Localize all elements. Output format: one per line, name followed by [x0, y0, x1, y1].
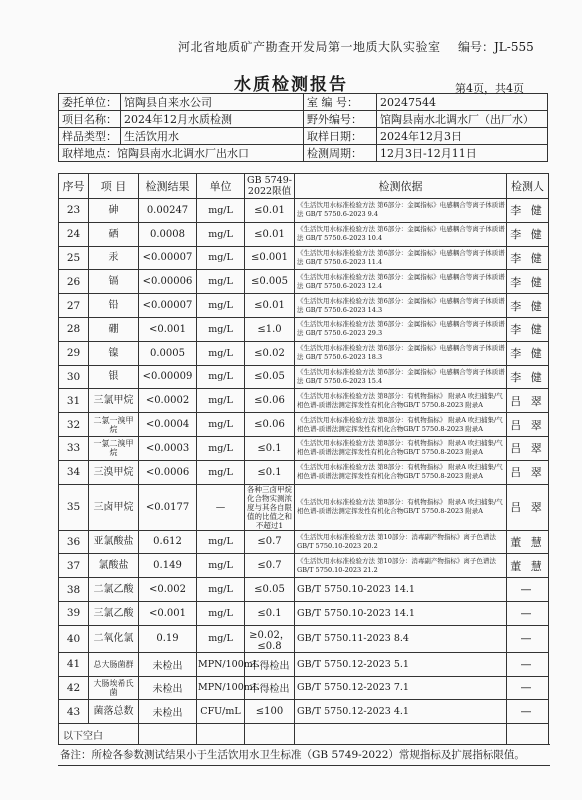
cell-person: 李 健 — [507, 365, 549, 389]
client-label: 委托单位： — [59, 94, 121, 111]
cell-unit: mg/L — [197, 601, 245, 625]
type-label: 样品类型： — [59, 128, 121, 145]
field-value: 馆陶县南水北调水厂（出厂水） — [377, 111, 548, 128]
cell-result: 0.149 — [139, 554, 197, 578]
site-value: 馆陶县南水北调水厂出水口 — [117, 147, 249, 160]
cell-person: — — [507, 700, 549, 724]
cell-limit: ≤100 — [245, 700, 295, 724]
cell-item: 二氯乙酸 — [89, 578, 139, 602]
cell-unit: mg/L — [197, 413, 245, 437]
cell-basis: 《生活饮用水标准检验方法 第6部分：金属指标》电感耦合等离子体质谱法 GB/T 5750.6-2023 12.4 — [295, 270, 507, 294]
cell-item: 氯酸盐 — [89, 554, 139, 578]
cell-unit: mg/L — [197, 554, 245, 578]
client-value: 馆陶县自来水公司 — [121, 94, 304, 111]
cell-limit: ≤0.005 — [245, 270, 295, 294]
cell-limit: ≤0.05 — [245, 365, 295, 389]
cell-item: 总大肠菌群 — [89, 652, 139, 676]
cell-item: 二氧化氯 — [89, 625, 139, 652]
table-row — [59, 413, 549, 437]
table-row — [59, 222, 549, 246]
cell-result: <0.002 — [139, 578, 197, 602]
table-row — [59, 625, 549, 652]
cell-unit: mg/L — [197, 341, 245, 365]
cell-unit: mg/L — [197, 530, 245, 554]
cell-unit: mg/L — [197, 294, 245, 318]
room-label: 室 编 号： — [304, 94, 377, 111]
empty-cell — [139, 724, 197, 745]
cell-basis: 《生活饮用水标准检验方法 第6部分：金属指标》电感耦合等离子体质谱法 GB/T 5750.6-2023 9.4 — [295, 199, 507, 223]
cell-limit: 不得检出 — [245, 652, 295, 676]
cell-unit: CFU/mL — [197, 700, 245, 724]
site-label: 取样地点： — [62, 147, 117, 160]
cell-unit: mg/L — [197, 199, 245, 223]
table-row — [59, 389, 549, 413]
cell-no: 36 — [59, 530, 89, 554]
cell-limit: ≤1.0 — [245, 317, 295, 341]
cell-no: 35 — [59, 484, 89, 530]
cell-limit: ≤0.001 — [245, 246, 295, 270]
cell-limit: ≤0.06 — [245, 413, 295, 437]
cell-item: 亚氯酸盐 — [89, 530, 139, 554]
cell-basis: GB/T 5750.12-2023 4.1 — [295, 700, 507, 724]
results-table — [58, 173, 549, 745]
field-label: 野外编号： — [304, 111, 377, 128]
table-header-row — [59, 174, 549, 199]
cell-person: 董 慧 — [507, 554, 549, 578]
cell-item: 汞 — [89, 246, 139, 270]
cell-result: 0.0005 — [139, 341, 197, 365]
cell-limit: ≤0.1 — [245, 460, 295, 484]
col-header-unit: 单位 — [197, 174, 245, 199]
table-row — [59, 700, 549, 724]
cell-unit: mg/L — [197, 365, 245, 389]
cell-item: 二氯一溴甲烷 — [89, 413, 139, 437]
cell-no: 43 — [59, 700, 89, 724]
cell-basis: GB/T 5750.12-2023 7.1 — [295, 676, 507, 700]
cell-no: 30 — [59, 365, 89, 389]
cell-item: 铅 — [89, 294, 139, 318]
empty-cell — [295, 724, 507, 745]
table-row — [59, 554, 549, 578]
cell-person: 李 健 — [507, 270, 549, 294]
cell-no: 37 — [59, 554, 89, 578]
cell-item: 砷 — [89, 199, 139, 223]
cell-limit: ≤0.01 — [245, 199, 295, 223]
cell-result: <0.001 — [139, 601, 197, 625]
cell-unit: mg/L — [197, 317, 245, 341]
cell-unit: mg/L — [197, 460, 245, 484]
lab-name: 河北省地质矿产勘查开发局第一地质大队实验室 — [178, 40, 441, 54]
cell-no: 26 — [59, 270, 89, 294]
cell-no: 25 — [59, 246, 89, 270]
table-row — [59, 601, 549, 625]
cell-result: <0.0003 — [139, 436, 197, 460]
site-cell — [59, 145, 304, 162]
col-header-person: 检测人 — [507, 174, 549, 199]
report-title: 水质检测报告 — [234, 75, 348, 95]
cell-limit: ≤0.06 — [245, 389, 295, 413]
cell-basis: GB/T 5750.10-2023 14.1 — [295, 578, 507, 602]
cell-item: 大肠埃希氏菌 — [89, 676, 139, 700]
cell-person: 吕 翠 — [507, 484, 549, 530]
cell-limit: ≤0.7 — [245, 530, 295, 554]
empty-cell — [245, 724, 295, 745]
cell-basis: 《生活饮用水标准检验方法 第6部分：金属指标》电感耦合等离子体质谱法 GB/T 5750.6-2023 18.3 — [295, 341, 507, 365]
cell-basis: GB/T 5750.11-2023 8.4 — [295, 625, 507, 652]
date-label: 取样日期： — [304, 128, 377, 145]
table-row — [59, 652, 549, 676]
project-value: 2024年12月水质检测 — [121, 111, 304, 128]
remarks: 备注：所检各参数测试结果小于生活饮用水卫生标准（GB 5749-2022）常规指标及扩展指标限值。 — [58, 744, 550, 766]
cell-basis: 《生活饮用水标准检验方法 第6部分：金属指标》电感耦合等离子体质谱法 GB/T 5750.6-2023 14.3 — [295, 294, 507, 318]
cell-no: 39 — [59, 601, 89, 625]
cell-person: — — [507, 676, 549, 700]
cell-no: 40 — [59, 625, 89, 652]
table-row — [59, 317, 549, 341]
table-row — [59, 341, 549, 365]
cell-result: <0.0002 — [139, 389, 197, 413]
blank-note: 以下空白 — [59, 724, 139, 745]
cell-no: 23 — [59, 199, 89, 223]
table-row — [59, 460, 549, 484]
cell-result: <0.00009 — [139, 365, 197, 389]
cell-person: — — [507, 578, 549, 602]
table-row — [59, 270, 549, 294]
table-row — [59, 676, 549, 700]
cell-no: 24 — [59, 222, 89, 246]
table-row — [59, 484, 549, 530]
cell-person: 李 健 — [507, 341, 549, 365]
cell-limit: ≤0.05 — [245, 578, 295, 602]
table-row — [59, 436, 549, 460]
cell-basis: 《生活饮用水标准检验方法 第8部分：有机物指标》 附录A 吹扫捕集/气相色谱-质谱法测定挥发性有机化合物GB/T 5750.8-2023 附录A — [295, 413, 507, 437]
cell-item: 一氯二溴甲烷 — [89, 436, 139, 460]
cell-limit: ≥0.02，≤0.8 — [245, 625, 295, 652]
table-row — [59, 578, 549, 602]
cell-no: 34 — [59, 460, 89, 484]
col-header-limit: GB 5749-2022限值 — [245, 174, 295, 199]
cell-limit: ≤0.01 — [245, 294, 295, 318]
page-number: 第4页，共4页 — [455, 82, 524, 95]
sample-info-table — [58, 93, 548, 162]
cell-result: 未检出 — [139, 700, 197, 724]
cell-person: — — [507, 652, 549, 676]
date-value: 2024年12月3日 — [377, 128, 548, 145]
col-header-result: 检测结果 — [139, 174, 197, 199]
cell-basis: 《生活饮用水标准检验方法 第10部分：消毒副产物指标》离子色谱法 GB/T 5750.10-2023 21.2 — [295, 554, 507, 578]
cell-no: 33 — [59, 436, 89, 460]
cell-no: 42 — [59, 676, 89, 700]
cell-item: 硼 — [89, 317, 139, 341]
table-row — [59, 199, 549, 223]
cell-person: 李 健 — [507, 294, 549, 318]
cell-result: <0.0004 — [139, 413, 197, 437]
cell-result: <0.00007 — [139, 294, 197, 318]
cell-basis: GB/T 5750.10-2023 14.1 — [295, 601, 507, 625]
cell-no: 29 — [59, 341, 89, 365]
cell-item: 三氯甲烷 — [89, 389, 139, 413]
cell-basis: 《生活饮用水标准检验方法 第6部分：金属指标》电感耦合等离子体质谱法 GB/T 5750.6-2023 15.4 — [295, 365, 507, 389]
cell-no: 38 — [59, 578, 89, 602]
document-number: 编号：JL-555 — [458, 40, 534, 54]
cell-limit: ≤0.1 — [245, 436, 295, 460]
col-header-basis: 检测依据 — [295, 174, 507, 199]
cell-unit: mg/L — [197, 222, 245, 246]
cell-item: 镍 — [89, 341, 139, 365]
cell-basis: 《生活饮用水标准检验方法 第10部分：消毒副产物指标》离子色谱法 GB/T 5750.10-2023 20.2 — [295, 530, 507, 554]
cell-basis: 《生活饮用水标准检验方法 第8部分：有机物指标》 附录A 吹扫捕集/气相色谱-质谱法测定挥发性有机化合物GB/T 5750.8-2023 附录A — [295, 484, 507, 530]
cell-person: — — [507, 625, 549, 652]
col-header-no: 序号 — [59, 174, 89, 199]
cell-item: 菌落总数 — [89, 700, 139, 724]
cell-unit: mg/L — [197, 625, 245, 652]
table-row — [59, 530, 549, 554]
cell-limit: ≤0.1 — [245, 601, 295, 625]
cell-basis: 《生活饮用水标准检验方法 第8部分：有机物指标》 附录A 吹扫捕集/气相色谱-质谱法测定挥发性有机化合物GB/T 5750.8-2023 附录A — [295, 436, 507, 460]
cell-unit: mg/L — [197, 578, 245, 602]
cell-person: 李 健 — [507, 317, 549, 341]
cell-result: <0.00007 — [139, 246, 197, 270]
cell-basis: 《生活饮用水标准检验方法 第6部分：金属指标》电感耦合等离子体质谱法 GB/T 5750.6-2023 11.4 — [295, 246, 507, 270]
cell-result: 0.19 — [139, 625, 197, 652]
cell-limit: ≤0.7 — [245, 554, 295, 578]
cell-no: 28 — [59, 317, 89, 341]
room-value: 20247544 — [377, 94, 548, 111]
table-row — [59, 246, 549, 270]
cell-unit: MPN/100mL — [197, 676, 245, 700]
cell-no: 41 — [59, 652, 89, 676]
cell-unit: — — [197, 484, 245, 530]
cell-item: 三氯乙酸 — [89, 601, 139, 625]
cell-result: 0.00247 — [139, 199, 197, 223]
cell-item: 三溴甲烷 — [89, 460, 139, 484]
cell-basis: 《生活饮用水标准检验方法 第8部分：有机物指标》 附录A 吹扫捕集/气相色谱-质谱法测定挥发性有机化合物GB/T 5750.8-2023 附录A — [295, 389, 507, 413]
project-label: 项目名称： — [59, 111, 121, 128]
type-value: 生活饮用水 — [121, 128, 304, 145]
cell-person: 李 健 — [507, 199, 549, 223]
cell-unit: mg/L — [197, 389, 245, 413]
cell-result: <0.0006 — [139, 460, 197, 484]
cell-result: <0.001 — [139, 317, 197, 341]
cell-result: 0.612 — [139, 530, 197, 554]
cell-person: 吕 翠 — [507, 413, 549, 437]
cell-basis: 《生活饮用水标准检验方法 第6部分：金属指标》电感耦合等离子体质谱法 GB/T 5750.6-2023 10.4 — [295, 222, 507, 246]
cell-no: 27 — [59, 294, 89, 318]
cell-unit: mg/L — [197, 246, 245, 270]
cell-person: 吕 翠 — [507, 389, 549, 413]
cell-person: 吕 翠 — [507, 436, 549, 460]
cell-unit: MPN/100mL — [197, 652, 245, 676]
cell-item: 三卤甲烷 — [89, 484, 139, 530]
cell-unit: mg/L — [197, 436, 245, 460]
cell-limit: ≤0.02 — [245, 341, 295, 365]
cell-item: 硒 — [89, 222, 139, 246]
cell-result: 0.0008 — [139, 222, 197, 246]
period-value: 12月3日-12月11日 — [377, 145, 548, 162]
cell-limit: 各种三卤甲烷化合物实测浓度与其各自限值的比值之和不超过1 — [245, 484, 295, 530]
cell-limit: ≤0.01 — [245, 222, 295, 246]
cell-person: 董 慧 — [507, 530, 549, 554]
cell-result: <0.00006 — [139, 270, 197, 294]
cell-limit: 不得检出 — [245, 676, 295, 700]
empty-cell — [507, 724, 549, 745]
table-row — [59, 365, 549, 389]
table-row — [59, 294, 549, 318]
cell-basis: GB/T 5750.12-2023 5.1 — [295, 652, 507, 676]
cell-basis: 《生活饮用水标准检验方法 第6部分：金属指标》电感耦合等离子体质谱法 GB/T 5750.6-2023 29.3 — [295, 317, 507, 341]
table-row-blank — [59, 724, 549, 745]
period-label: 检测周期： — [304, 145, 377, 162]
cell-no: 32 — [59, 413, 89, 437]
cell-result: <0.0177 — [139, 484, 197, 530]
cell-person: — — [507, 601, 549, 625]
col-header-item: 项 目 — [89, 174, 139, 199]
cell-basis: 《生活饮用水标准检验方法 第8部分：有机物指标》 附录A 吹扫捕集/气相色谱-质谱法测定挥发性有机化合物GB/T 5750.8-2023 附录A — [295, 460, 507, 484]
cell-result: 未检出 — [139, 652, 197, 676]
cell-person: 吕 翠 — [507, 460, 549, 484]
cell-no: 31 — [59, 389, 89, 413]
cell-person: 李 健 — [507, 222, 549, 246]
cell-unit: mg/L — [197, 270, 245, 294]
cell-item: 银 — [89, 365, 139, 389]
cell-result: 未检出 — [139, 676, 197, 700]
empty-cell — [197, 724, 245, 745]
cell-person: 李 健 — [507, 246, 549, 270]
cell-item: 镉 — [89, 270, 139, 294]
